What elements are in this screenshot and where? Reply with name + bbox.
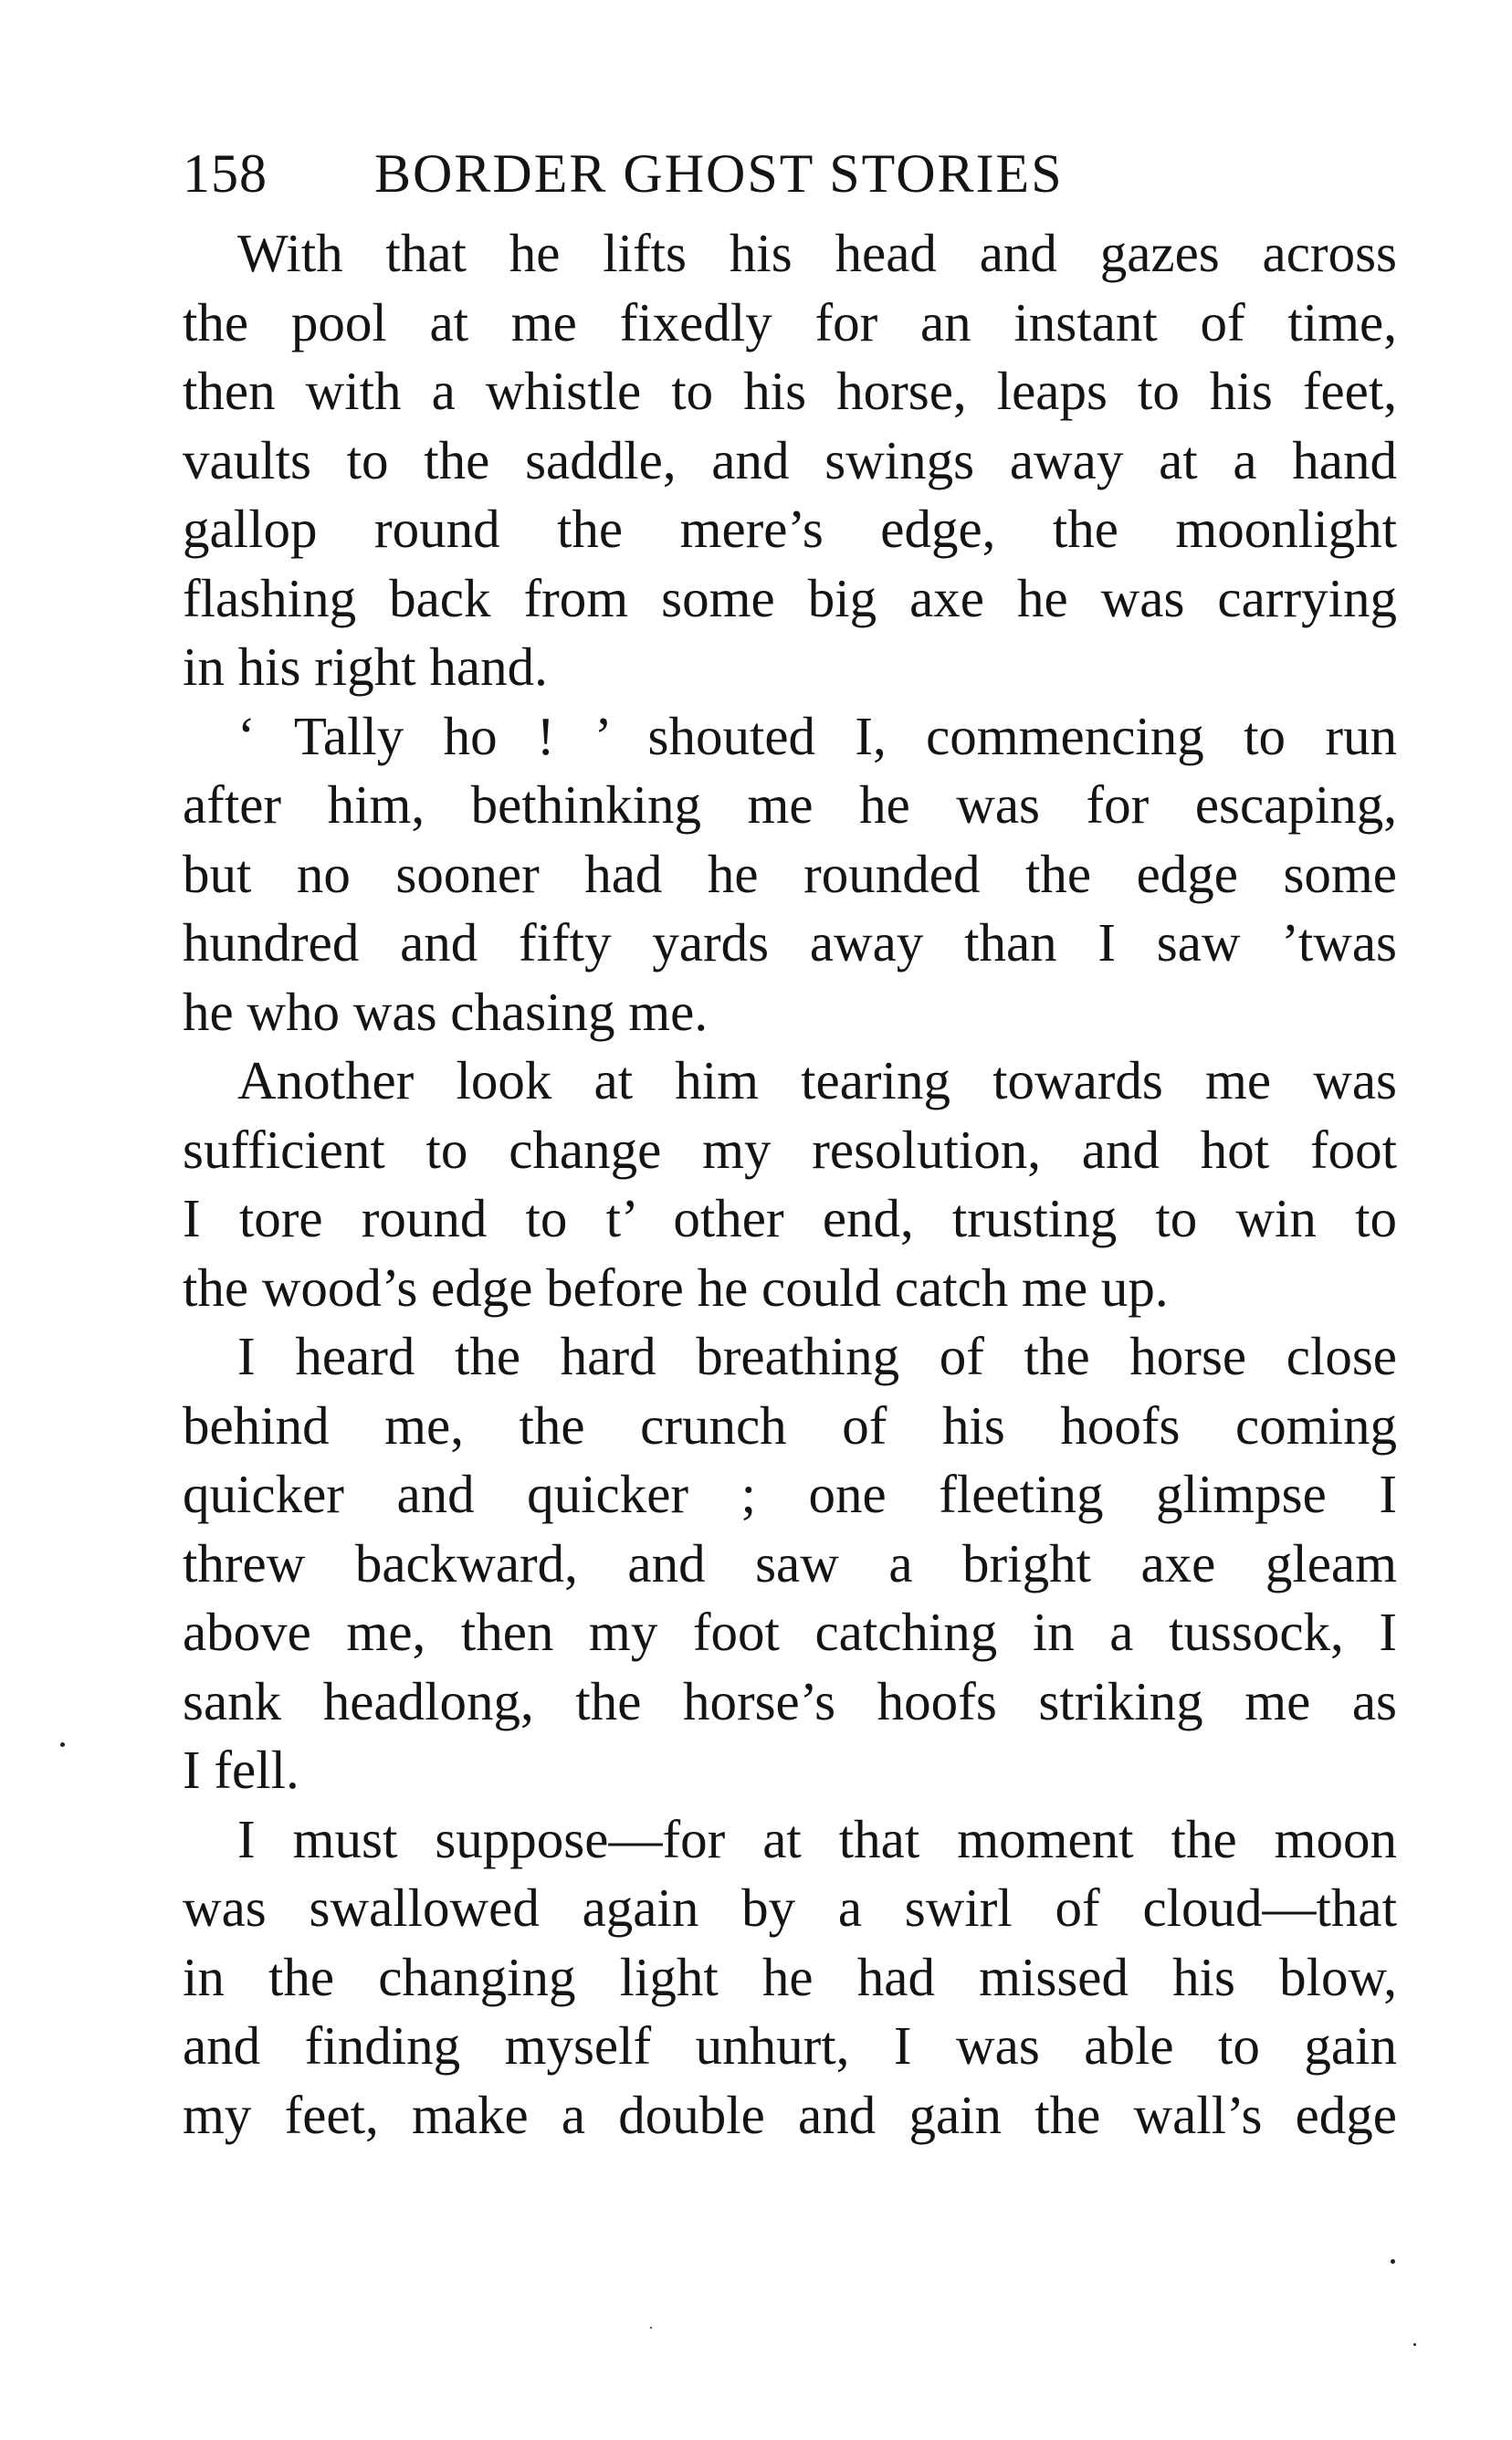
text-line: was swallowed again by a swirl of cloud—that: [183, 1877, 1397, 1938]
scan-speck: [650, 2327, 652, 2329]
book-page: [183, 143, 1397, 2150]
text-line: ‘ Tally ho ! ’ shouted I, commencing to run: [237, 705, 1397, 766]
paragraph: [183, 219, 1397, 702]
paragraph: [183, 1046, 1397, 1322]
body-text: [183, 219, 1397, 2150]
text-line: I tore round to t’ other end, trusting to win to: [183, 1188, 1397, 1248]
text-line: gallop round the mere’s edge, the moonlight: [183, 499, 1397, 559]
text-line: Another look at him tearing towards me was: [237, 1050, 1397, 1110]
text-line: quicker and quicker ; one fleeting glimpse I: [183, 1464, 1397, 1524]
scan-speck: [60, 1742, 65, 1747]
text-line: sufficient to change my resolution, and hot foot: [183, 1119, 1397, 1180]
text-line: the wood’s edge before he could catch me up.: [183, 1257, 1169, 1318]
text-line: after him, bethinking me he was for escaping,: [183, 774, 1397, 835]
page-number: 158: [183, 143, 268, 204]
text-line: but no sooner had he rounded the edge some: [183, 843, 1397, 904]
text-line: I fell.: [183, 1740, 299, 1800]
text-line: in the changing light he had missed his blow,: [183, 1946, 1397, 2007]
text-line: the pool at me fixedly for an instant of time,: [183, 291, 1397, 352]
text-line: With that he lifts his head and gazes across: [237, 223, 1397, 283]
text-line: hundred and fifty yards away than I saw ’twas: [183, 912, 1397, 973]
text-line: behind me, the crunch of his hoofs coming: [183, 1394, 1397, 1456]
text-line: above me, then my foot catching in a tussock, I: [183, 1602, 1397, 1662]
text-line: flashing back from some big axe he was carrying: [183, 567, 1397, 628]
text-line: I heard the hard breathing of the horse close: [237, 1326, 1397, 1386]
running-head: [183, 143, 1397, 219]
paragraph: [183, 1805, 1397, 2151]
text-line: then with a whistle to his horse, leaps to his feet,: [183, 361, 1397, 421]
text-line: I must suppose—for at that moment the moon: [237, 1808, 1397, 1869]
scan-speck: [1413, 2343, 1416, 2346]
paragraph: [183, 1322, 1397, 1805]
text-line: vaults to the saddle, and swings away at a hand: [183, 429, 1397, 490]
scan-speck: [1391, 2259, 1395, 2264]
paragraph: [183, 702, 1397, 1047]
text-line: threw backward, and saw a bright axe gleam: [183, 1532, 1397, 1593]
text-line: in his right hand.: [183, 636, 548, 697]
text-line: sank headlong, the horse’s hoofs striking me as: [183, 1670, 1397, 1731]
text-line: my feet, make a double and gain the wall’s edge: [183, 2084, 1397, 2145]
text-line: and finding myself unhurt, I was able to gain: [183, 2015, 1397, 2076]
running-title: BORDER GHOST STORIES: [374, 143, 1064, 204]
text-line: he who was chasing me.: [183, 981, 709, 1042]
